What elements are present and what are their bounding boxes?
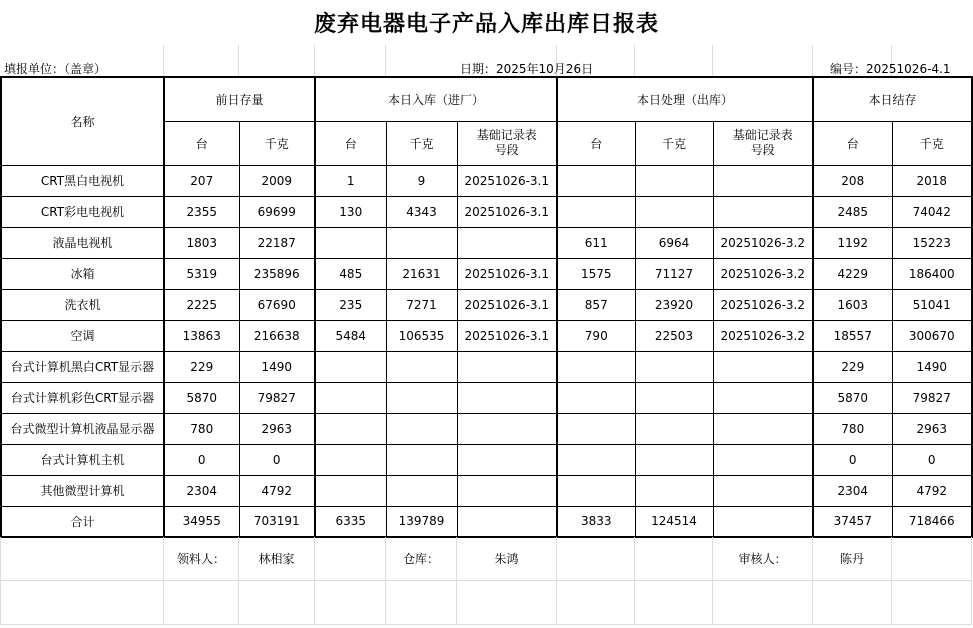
cell-bal-kg: 1490 bbox=[892, 351, 972, 382]
cell-in-units: 235 bbox=[315, 289, 386, 320]
cell-in-record: 20251026-3.1 bbox=[457, 289, 557, 320]
report-code: 编号：20251026-4.1 bbox=[830, 62, 951, 76]
cell-out-units: 857 bbox=[557, 289, 635, 320]
cell-prev-kg: 703191 bbox=[239, 506, 315, 537]
header-bal-units: 台 bbox=[813, 121, 892, 165]
warehouse-label: 仓库： bbox=[386, 537, 457, 580]
header-in-record bbox=[457, 121, 557, 165]
cell-in-kg bbox=[386, 413, 457, 444]
cell-out-record: 20251026-3.2 bbox=[713, 227, 813, 258]
cell-prev-units: 207 bbox=[164, 165, 239, 196]
cell-name: 空调 bbox=[1, 320, 164, 351]
cell-out-units: 3833 bbox=[557, 506, 635, 537]
grid-line bbox=[163, 45, 164, 76]
cell-in-units: 1 bbox=[315, 165, 386, 196]
table-row bbox=[1, 196, 972, 227]
cell-name: 洗衣机 bbox=[1, 289, 164, 320]
grid-line bbox=[712, 45, 713, 76]
cell-bal-kg: 2018 bbox=[892, 165, 972, 196]
cell-prev-units: 2225 bbox=[164, 289, 239, 320]
cell-name: CRT彩电电视机 bbox=[1, 196, 164, 227]
header-record-line2: 号段 bbox=[750, 143, 775, 157]
cell-prev-units: 5870 bbox=[164, 382, 239, 413]
header-out-record bbox=[713, 121, 813, 165]
blank-cell bbox=[635, 580, 713, 624]
cell-in-record: 20251026-3.1 bbox=[457, 165, 557, 196]
cell-out-kg: 22503 bbox=[635, 320, 713, 351]
cell-in-units: 130 bbox=[315, 196, 386, 227]
cell-bal-kg: 79827 bbox=[892, 382, 972, 413]
receiver-label: 领料人： bbox=[164, 537, 239, 580]
cell-out-kg: 23920 bbox=[635, 289, 713, 320]
cell-bal-units: 5870 bbox=[813, 382, 892, 413]
receiver-name: 林相家 bbox=[239, 537, 315, 580]
cell-bal-units: 18557 bbox=[813, 320, 892, 351]
cell-out-record: 20251026-3.2 bbox=[713, 320, 813, 351]
table-row bbox=[1, 227, 972, 258]
table-row bbox=[1, 165, 972, 196]
cell-out-units: 790 bbox=[557, 320, 635, 351]
blank-cell bbox=[713, 580, 813, 624]
cell-in-record bbox=[457, 227, 557, 258]
grid-line bbox=[634, 45, 635, 76]
cell-bal-units: 1603 bbox=[813, 289, 892, 320]
table-row bbox=[1, 475, 972, 506]
cell-out-units bbox=[557, 196, 635, 227]
cell-out-kg bbox=[635, 382, 713, 413]
cell-prev-units: 34955 bbox=[164, 506, 239, 537]
cell-bal-units: 2485 bbox=[813, 196, 892, 227]
cell-in-kg bbox=[386, 382, 457, 413]
cell-out-record bbox=[713, 196, 813, 227]
cell-out-kg bbox=[635, 165, 713, 196]
report-title: 废弃电器电子产品入库出库日报表 bbox=[313, 12, 659, 37]
cell-out-kg bbox=[635, 351, 713, 382]
cell-name: 台式计算机彩色CRT显示器 bbox=[1, 382, 164, 413]
cell-prev-units: 13863 bbox=[164, 320, 239, 351]
cell-bal-kg: 186400 bbox=[892, 258, 972, 289]
table-row bbox=[1, 351, 972, 382]
blank-cell bbox=[164, 580, 239, 624]
cell-out-kg: 71127 bbox=[635, 258, 713, 289]
cell-prev-units: 780 bbox=[164, 413, 239, 444]
cell-in-kg: 21631 bbox=[386, 258, 457, 289]
cell-bal-kg: 4792 bbox=[892, 475, 972, 506]
cell-in-units: 5484 bbox=[315, 320, 386, 351]
total-row bbox=[1, 506, 972, 537]
cell-prev-kg: 1490 bbox=[239, 351, 315, 382]
cell-out-units bbox=[557, 413, 635, 444]
blank-cell bbox=[813, 580, 892, 624]
cell-out-record bbox=[713, 351, 813, 382]
cell-in-record bbox=[457, 444, 557, 475]
cell-name: 台式微型计算机液晶显示器 bbox=[1, 413, 164, 444]
header-out-units: 台 bbox=[557, 121, 635, 165]
blank-cell bbox=[386, 580, 457, 624]
cell-bal-units: 229 bbox=[813, 351, 892, 382]
header-in-today: 本日入库（进厂） bbox=[315, 77, 557, 121]
signature-area bbox=[0, 537, 972, 625]
cell-prev-kg: 2963 bbox=[239, 413, 315, 444]
cell-name: CRT黑白电视机 bbox=[1, 165, 164, 196]
cell-bal-kg: 51041 bbox=[892, 289, 972, 320]
blank-cell bbox=[457, 580, 557, 624]
cell-prev-kg: 67690 bbox=[239, 289, 315, 320]
cell-in-kg: 9 bbox=[386, 165, 457, 196]
cell-bal-kg: 74042 bbox=[892, 196, 972, 227]
header-record-line2: 号段 bbox=[494, 143, 519, 157]
cell-out-units: 611 bbox=[557, 227, 635, 258]
cell-bal-units: 780 bbox=[813, 413, 892, 444]
header-prev-units: 台 bbox=[164, 121, 239, 165]
cell-out-kg bbox=[635, 444, 713, 475]
blank-cell bbox=[635, 537, 713, 580]
cell-bal-units: 4229 bbox=[813, 258, 892, 289]
header-prev-stock: 前日存量 bbox=[164, 77, 315, 121]
cell-name: 冰箱 bbox=[1, 258, 164, 289]
header-in-units: 台 bbox=[315, 121, 386, 165]
cell-in-record bbox=[457, 351, 557, 382]
cell-in-kg bbox=[386, 351, 457, 382]
cell-prev-units: 229 bbox=[164, 351, 239, 382]
cell-prev-kg: 235896 bbox=[239, 258, 315, 289]
cell-prev-kg: 22187 bbox=[239, 227, 315, 258]
cell-in-kg bbox=[386, 475, 457, 506]
cell-out-record bbox=[713, 444, 813, 475]
cell-out-record bbox=[713, 382, 813, 413]
cell-out-kg: 124514 bbox=[635, 506, 713, 537]
cell-bal-units: 37457 bbox=[813, 506, 892, 537]
header-name: 名称 bbox=[1, 77, 164, 165]
blank-cell bbox=[1, 580, 164, 624]
cell-out-units bbox=[557, 475, 635, 506]
cell-in-units bbox=[315, 475, 386, 506]
cell-name: 台式计算机黑白CRT显示器 bbox=[1, 351, 164, 382]
header-record-line1: 基础记录表 bbox=[732, 128, 793, 142]
cell-out-kg: 6964 bbox=[635, 227, 713, 258]
cell-prev-kg: 0 bbox=[239, 444, 315, 475]
cell-prev-kg: 79827 bbox=[239, 382, 315, 413]
cell-bal-units: 2304 bbox=[813, 475, 892, 506]
cell-in-units bbox=[315, 444, 386, 475]
grid-line bbox=[385, 45, 386, 76]
cell-in-kg bbox=[386, 444, 457, 475]
cell-in-units bbox=[315, 351, 386, 382]
cell-name: 液晶电视机 bbox=[1, 227, 164, 258]
cell-prev-kg: 69699 bbox=[239, 196, 315, 227]
header-in-kg: 千克 bbox=[386, 121, 457, 165]
cell-name: 其他微型计算机 bbox=[1, 475, 164, 506]
blank-cell bbox=[557, 537, 635, 580]
cell-out-record bbox=[713, 475, 813, 506]
cell-out-record: 20251026-3.2 bbox=[713, 258, 813, 289]
warehouse-name: 朱鸿 bbox=[457, 537, 557, 580]
cell-prev-kg: 216638 bbox=[239, 320, 315, 351]
cell-in-record: 20251026-3.1 bbox=[457, 320, 557, 351]
reviewer-label: 审核人： bbox=[713, 537, 813, 580]
cell-out-record bbox=[713, 506, 813, 537]
signature-row bbox=[1, 537, 972, 580]
header-record-line1: 基础记录表 bbox=[476, 128, 537, 142]
cell-bal-kg: 0 bbox=[892, 444, 972, 475]
cell-out-kg bbox=[635, 196, 713, 227]
cell-in-kg: 7271 bbox=[386, 289, 457, 320]
cell-in-record bbox=[457, 413, 557, 444]
blank-cell bbox=[1, 537, 164, 580]
grid-line bbox=[238, 45, 239, 76]
blank-cell bbox=[557, 580, 635, 624]
grid-line bbox=[812, 45, 813, 76]
cell-out-units bbox=[557, 165, 635, 196]
cell-prev-units: 0 bbox=[164, 444, 239, 475]
header-balance: 本日结存 bbox=[813, 77, 972, 121]
cell-out-record bbox=[713, 165, 813, 196]
cell-prev-units: 5319 bbox=[164, 258, 239, 289]
header-out-kg: 千克 bbox=[635, 121, 713, 165]
cell-out-units bbox=[557, 382, 635, 413]
cell-in-record bbox=[457, 475, 557, 506]
blank-cell bbox=[892, 537, 972, 580]
cell-bal-kg: 718466 bbox=[892, 506, 972, 537]
header-out-today: 本日处理（出库） bbox=[557, 77, 813, 121]
report-date: 日期：2025年10月26日 bbox=[460, 62, 594, 76]
cell-out-kg bbox=[635, 413, 713, 444]
cell-prev-kg: 4792 bbox=[239, 475, 315, 506]
reporting-unit-label: 填报单位：（盖章） bbox=[4, 62, 107, 76]
cell-out-kg bbox=[635, 475, 713, 506]
cell-in-units bbox=[315, 413, 386, 444]
cell-bal-units: 1192 bbox=[813, 227, 892, 258]
cell-out-record: 20251026-3.2 bbox=[713, 289, 813, 320]
table-row bbox=[1, 413, 972, 444]
header-prev-kg: 千克 bbox=[239, 121, 315, 165]
cell-bal-kg: 2963 bbox=[892, 413, 972, 444]
cell-prev-units: 1803 bbox=[164, 227, 239, 258]
cell-prev-units: 2304 bbox=[164, 475, 239, 506]
cell-bal-kg: 300670 bbox=[892, 320, 972, 351]
cell-in-kg: 4343 bbox=[386, 196, 457, 227]
cell-out-record bbox=[713, 413, 813, 444]
cell-in-units: 6335 bbox=[315, 506, 386, 537]
cell-in-record: 20251026-3.1 bbox=[457, 196, 557, 227]
cell-in-kg: 139789 bbox=[386, 506, 457, 537]
cell-in-units bbox=[315, 382, 386, 413]
blank-cell bbox=[315, 580, 386, 624]
cell-in-record bbox=[457, 382, 557, 413]
header-row-groups bbox=[1, 77, 972, 121]
cell-prev-kg: 2009 bbox=[239, 165, 315, 196]
cell-out-units bbox=[557, 351, 635, 382]
reviewer-name: 陈丹 bbox=[813, 537, 892, 580]
inventory-table bbox=[0, 76, 973, 538]
blank-cell bbox=[892, 580, 972, 624]
table-row bbox=[1, 258, 972, 289]
table-row bbox=[1, 289, 972, 320]
blank-row bbox=[1, 580, 972, 624]
cell-bal-units: 208 bbox=[813, 165, 892, 196]
cell-name: 台式计算机主机 bbox=[1, 444, 164, 475]
cell-in-units: 485 bbox=[315, 258, 386, 289]
table-row bbox=[1, 444, 972, 475]
cell-out-units: 1575 bbox=[557, 258, 635, 289]
grid-line bbox=[314, 45, 315, 76]
cell-prev-units: 2355 bbox=[164, 196, 239, 227]
cell-in-units bbox=[315, 227, 386, 258]
blank-cell bbox=[239, 580, 315, 624]
cell-name: 合计 bbox=[1, 506, 164, 537]
cell-bal-kg: 15223 bbox=[892, 227, 972, 258]
cell-out-units bbox=[557, 444, 635, 475]
cell-in-kg bbox=[386, 227, 457, 258]
table-row bbox=[1, 320, 972, 351]
cell-in-record: 20251026-3.1 bbox=[457, 258, 557, 289]
cell-in-record bbox=[457, 506, 557, 537]
cell-bal-units: 0 bbox=[813, 444, 892, 475]
blank-cell bbox=[315, 537, 386, 580]
cell-in-kg: 106535 bbox=[386, 320, 457, 351]
header-bal-kg: 千克 bbox=[892, 121, 972, 165]
table-row bbox=[1, 382, 972, 413]
